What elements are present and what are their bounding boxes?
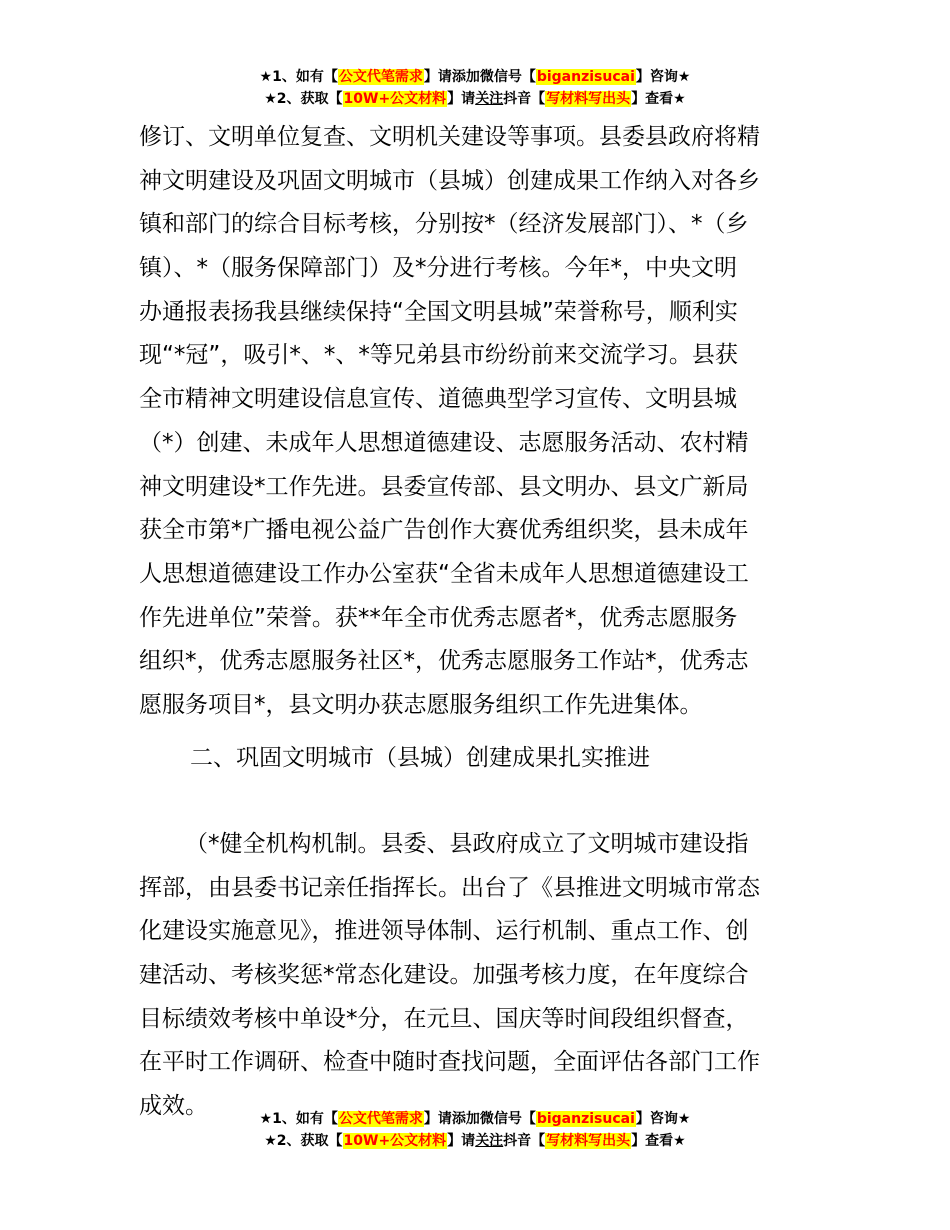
section-heading: 二、巩固文明城市（县城）创建成果扎实推进 (190, 745, 650, 771)
banner-text: 抖音【 (503, 1133, 546, 1149)
banner-text: 】请添加微信号【 (423, 69, 536, 85)
text-line: 全市精神文明建设信息宣传、道德典型学习宣传、文明县城 (139, 386, 737, 413)
text-line: 神文明建设*工作先进。县委宣传部、县文明办、县文广新局 (139, 473, 749, 500)
banner-text: 】咨询★ (635, 69, 691, 85)
text-line: 人思想道德建设工作办公室获“全省未成年人思想道德建设工 (139, 560, 749, 587)
highlight-materials: 10W+公文材料 (343, 91, 447, 107)
banner-text: ★1、如有【 (259, 1111, 338, 1127)
banner-text: 】请 (447, 1133, 476, 1149)
highlight-ghostwriting: 公文代笔需求 (338, 69, 423, 85)
banner-line-1 (0, 66, 950, 88)
paragraph-1 (139, 116, 819, 728)
banner-text: 】请添加微信号【 (423, 1111, 536, 1127)
text-line: 目标绩效考核中单设*分，在元旦、国庆等时间段组织督查， (139, 1005, 749, 1032)
text-line: 化建设实施意见》，推进领导体制、运行机制、重点工作、创 (139, 918, 749, 945)
top-banner (0, 66, 950, 110)
bottom-banner (0, 1108, 950, 1152)
text-line: 组织*，优秀志愿服务社区*，优秀志愿服务工作站*，优秀志 (139, 648, 749, 675)
banner-underlined: 关注 (475, 91, 504, 107)
text-line: 愿服务项目*，县文明办获志愿服务组织工作先进集体。 (139, 691, 703, 718)
text-line: 神文明建设及巩固文明城市（县城）创建成果工作纳入对各乡 (139, 167, 760, 194)
banner-text: 】请 (447, 91, 476, 107)
banner-line-2 (0, 1130, 950, 1152)
text-line: 镇）、*（服务保障部门）及*分进行考核。今年*，中央文明 (139, 255, 737, 282)
highlight-wechat-id: biganzisucai (536, 69, 635, 85)
banner-line-1 (0, 1108, 950, 1130)
text-line: 办通报表扬我县继续保持“全国文明县城”荣誉称号，顺利实 (139, 298, 738, 325)
banner-underlined: 关注 (475, 1133, 504, 1149)
highlight-douyin: 写材料写出头 (546, 1133, 631, 1149)
text-line: （*健全机构机制。县委、县政府成立了文明城市建设指 (185, 831, 749, 857)
paragraph-2 (139, 823, 819, 1129)
highlight-ghostwriting: 公文代笔需求 (338, 1111, 423, 1127)
text-line: 成效。 (139, 1093, 208, 1120)
text-line: 获全市第*广播电视公益广告创作大赛优秀组织奖，县未成年 (139, 517, 749, 544)
banner-text: ★2、获取【 (264, 91, 343, 107)
text-line: 挥部，由县委书记亲任指挥长。出台了《县推进文明城市常态 (139, 874, 760, 901)
banner-text: 】查看★ (631, 1133, 686, 1149)
text-line: 建活动、考核奖惩*常态化建设。加强考核力度，在年度综合 (139, 962, 749, 989)
banner-text: 抖音【 (503, 91, 546, 107)
text-line: 镇和部门的综合目标考核，分别按*（经济发展部门）、*（乡 (139, 211, 749, 238)
banner-line-2 (0, 88, 950, 110)
text-line: 现“*冠”，吸引*、*、*等兄弟县市纷纷前来交流学习。县获 (139, 342, 738, 369)
text-line: 修订、文明单位复查、文明机关建设等事项。县委县政府将精 (139, 124, 760, 150)
banner-text: 】咨询★ (635, 1111, 691, 1127)
banner-text: ★2、获取【 (264, 1133, 343, 1149)
text-line: （*）创建、未成年人思想道德建设、志愿服务活动、农村精 (139, 429, 749, 456)
highlight-materials: 10W+公文材料 (343, 1133, 447, 1149)
highlight-wechat-id: biganzisucai (536, 1111, 635, 1127)
text-line: 在平时工作调研、检查中随时查找问题，全面评估各部门工作 (139, 1049, 760, 1076)
highlight-douyin: 写材料写出头 (546, 91, 631, 107)
banner-text: 】查看★ (631, 91, 686, 107)
text-line: 作先进单位”荣誉。获**年全市优秀志愿者*，优秀志愿服务 (139, 604, 738, 631)
banner-text: ★1、如有【 (259, 69, 338, 85)
